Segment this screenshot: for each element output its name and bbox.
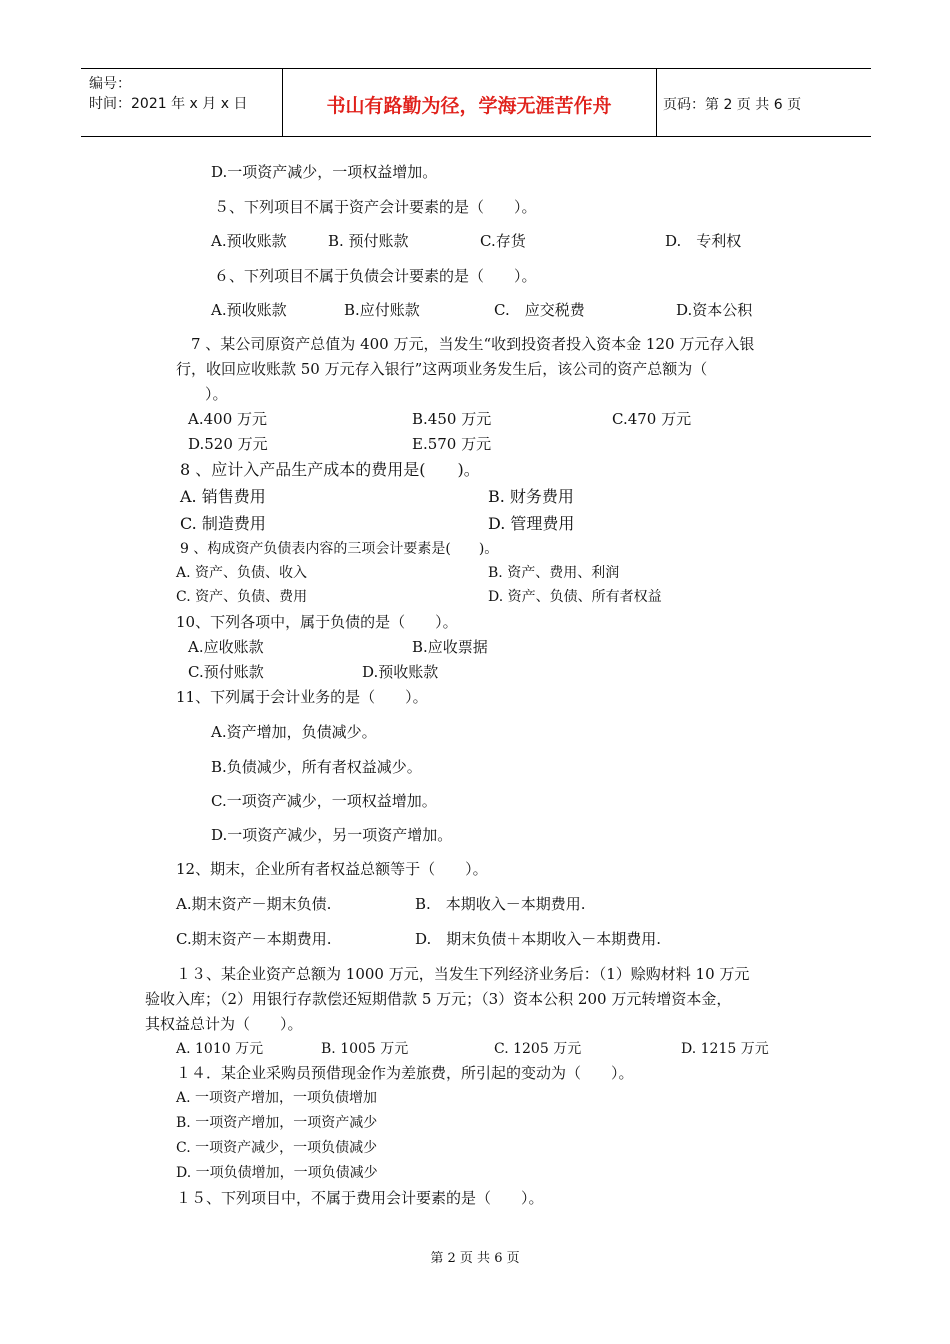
question-13-cont: 其权益总计为（ ）。 [145, 1015, 303, 1033]
option-e: E.570 万元 [412, 435, 492, 453]
option-d: D. 管理费用 [488, 514, 575, 533]
question-9: 9 、构成资产负债表内容的三项会计要素是( )。 [180, 541, 499, 557]
option-a: A.应收账款 [188, 638, 264, 656]
question-15: １５、下列项目中，不属于费用会计要素的是（ ）。 [176, 1189, 544, 1207]
option-c: C. 1205 万元 [494, 1041, 582, 1057]
option-c: C. 制造费用 [180, 514, 266, 533]
option-d: D.预收账款 [362, 663, 439, 681]
option-b: B.应收票据 [412, 638, 488, 656]
question-12: 12、期末，企业所有者权益总额等于（ ）。 [176, 860, 488, 878]
option-b: B. 资产、费用、利润 [488, 565, 620, 581]
header-meta [89, 74, 247, 114]
option-c: C.存货 [480, 232, 526, 250]
question-13-cont: 验收入库；（2）用银行存款偿还短期借款 5 万元；（3）资本公积 200 万元转增资本金， [145, 990, 732, 1008]
option-d: D. 一项负债增加，一项负债减少 [176, 1165, 378, 1181]
question-14: １４．某企业采购员预借现金作为差旅费，所引起的变动为（ ）。 [176, 1064, 634, 1082]
date-label: 时间：2021 年 x 月 x 日 [89, 96, 248, 112]
option-d: D. 1215 万元 [681, 1041, 769, 1057]
option-a: A. 一项资产增加，一项负债增加 [176, 1090, 378, 1106]
option-b: B.负债减少，所有者权益减少。 [211, 758, 422, 776]
question-10: 10、下列各项中，属于负债的是（ ）。 [176, 613, 458, 631]
option-d: D.一项资产减少，另一项资产增加。 [211, 826, 453, 844]
option-c: C. 一项资产减少，一项负债减少 [176, 1140, 378, 1156]
option-b: B.应付账款 [344, 301, 420, 319]
header-divider [656, 69, 657, 136]
option-c: C. 资产、负债、费用 [176, 589, 308, 605]
header-page-number: 页码：第 2 页 共 6 页 [663, 97, 802, 113]
option-a: A.资产增加，负债减少。 [211, 723, 377, 741]
question-11: 11、下列属于会计业务的是（ ）。 [176, 688, 428, 706]
option-b: B. 一项资产增加，一项资产减少 [176, 1115, 378, 1131]
option-c: C.470 万元 [612, 410, 692, 428]
page-footer: 第 2 页 共 6 页 [430, 1251, 520, 1266]
option-b: B. 1005 万元 [321, 1041, 409, 1057]
option-a: A.期末资产－期末负债. [176, 895, 332, 913]
option-a: A.预收账款 [211, 301, 287, 319]
option-c: C.一项资产减少，一项权益增加。 [211, 792, 437, 810]
option-d: D. 期末负债＋本期收入－本期费用. [415, 930, 662, 948]
question-7-cont: 行，收回应收账款 50 万元存入银行”这两项业务发生后，该公司的资产总额为（ [176, 360, 708, 378]
option-b: B.450 万元 [412, 410, 492, 428]
question-5: ５、下列项目不属于资产会计要素的是（ ）。 [214, 198, 537, 216]
question-7: 7 、某公司原资产总值为 400 万元，当发生“收到投资者投入资本金 120 万元存入银 [191, 335, 755, 353]
option-b: B. 本期收入－本期费用. [415, 895, 586, 913]
question-13: １３、某企业资产总额为 1000 万元，当发生下列经济业务后：（1）赊购材料 10 万元 [176, 965, 750, 983]
option-a: A. 销售费用 [180, 487, 266, 506]
option-a: A. 资产、负债、收入 [176, 565, 308, 581]
question-8: 8 、应计入产品生产成本的费用是( )。 [180, 460, 480, 479]
question-7-cont: ）。 [205, 385, 228, 403]
question-6: ６、下列项目不属于负债会计要素的是（ ）。 [214, 267, 537, 285]
code-label: 编号： [89, 76, 131, 92]
option-c: C. 应交税费 [494, 301, 585, 319]
option-c: C.预付账款 [188, 663, 264, 681]
option-a: A.400 万元 [188, 410, 267, 428]
option-d: D. 专利权 [665, 232, 742, 250]
option-line: D.一项资产减少，一项权益增加。 [211, 163, 438, 181]
option-a: A.预收账款 [211, 232, 287, 250]
page-header [81, 68, 871, 137]
option-c: C.期末资产－本期费用. [176, 930, 332, 948]
option-d: D.520 万元 [188, 435, 268, 453]
option-b: B. 财务费用 [488, 487, 574, 506]
option-b: B. 预付账款 [328, 232, 409, 250]
header-motto: 书山有路勤为径，学海无涯苦作舟 [326, 95, 612, 117]
option-d: D. 资产、负债、所有者权益 [488, 589, 662, 605]
option-a: A. 1010 万元 [176, 1041, 264, 1057]
option-d: D.资本公积 [676, 301, 753, 319]
